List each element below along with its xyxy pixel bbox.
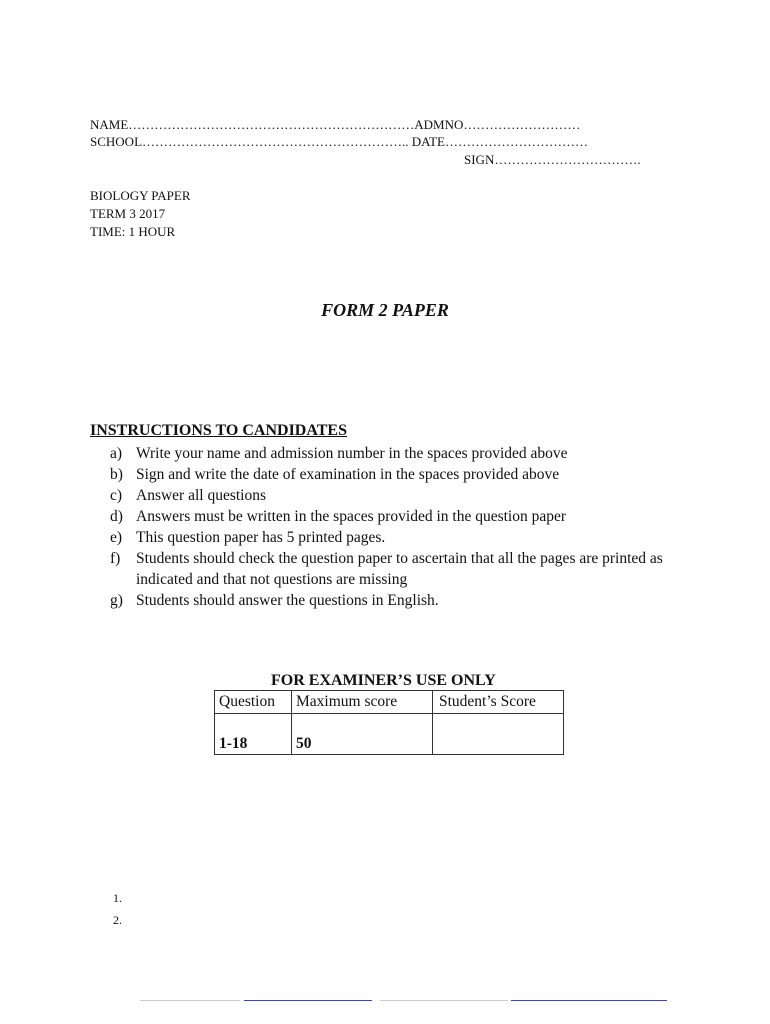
footer-divider	[140, 1000, 240, 1001]
item-text: Sign and write the date of examination in the spaces provided above	[136, 466, 560, 483]
time-label: TIME: 1 HOUR	[90, 224, 176, 239]
school-date-line: SCHOOL…………………………………………………….. DATE……………………………	[90, 134, 588, 149]
column-header-max-score: Maximum score	[292, 691, 433, 714]
question-cell: 1-18	[215, 714, 292, 755]
footer-link-underline	[244, 1000, 372, 1001]
sign-line: SIGN…………………………….	[464, 152, 641, 167]
instructions-list	[110, 443, 710, 611]
list-item	[110, 443, 710, 464]
column-header-student-score: Student’s Score	[433, 691, 564, 714]
examiner-heading: FOR EXAMINER’S USE ONLY	[271, 672, 496, 689]
item-label: b)	[110, 466, 123, 483]
item-text: Write your name and admission number in the spaces provided above	[136, 445, 568, 462]
term-label: TERM 3 2017	[90, 206, 166, 221]
item-text: Students should answer the questions in English.	[136, 592, 439, 609]
item-text: Answers must be written in the spaces provided in the question paper	[136, 508, 567, 525]
footer-divider	[380, 1000, 508, 1001]
item-label: e)	[110, 529, 123, 546]
list-item	[110, 506, 710, 527]
column-header-question: Question	[215, 691, 292, 714]
student-score-cell[interactable]	[433, 714, 564, 755]
item-text: Answer all questions	[136, 487, 267, 504]
page-title: FORM 2 PAPER	[321, 300, 449, 320]
item-label: c)	[110, 487, 123, 504]
numbered-item-1: 1.	[113, 891, 122, 905]
list-item	[110, 464, 710, 485]
table-header-row	[215, 691, 564, 714]
table-row	[215, 714, 564, 755]
list-item	[110, 527, 710, 548]
item-text: Students should check the question paper to ascertain that all the pages are printed as indicated and that not questions are missing	[136, 550, 663, 588]
examiner-table	[214, 690, 564, 755]
item-label: d)	[110, 508, 123, 525]
subject-label: BIOLOGY PAPER	[90, 188, 191, 203]
item-text: This question paper has 5 printed pages.	[136, 529, 386, 546]
list-item	[110, 485, 710, 506]
item-label: g)	[110, 592, 123, 609]
item-label: a)	[110, 445, 123, 462]
list-item	[110, 590, 710, 611]
numbered-item-2: 2.	[113, 913, 122, 927]
instructions-heading: INSTRUCTIONS TO CANDIDATES	[90, 422, 347, 439]
max-score-cell: 50	[292, 714, 433, 755]
item-label: f)	[110, 550, 121, 567]
name-admno-line: NAME…………………………………………………………ADMNO………………………	[90, 117, 581, 132]
list-item	[110, 548, 710, 590]
footer-link-underline	[511, 1000, 667, 1001]
